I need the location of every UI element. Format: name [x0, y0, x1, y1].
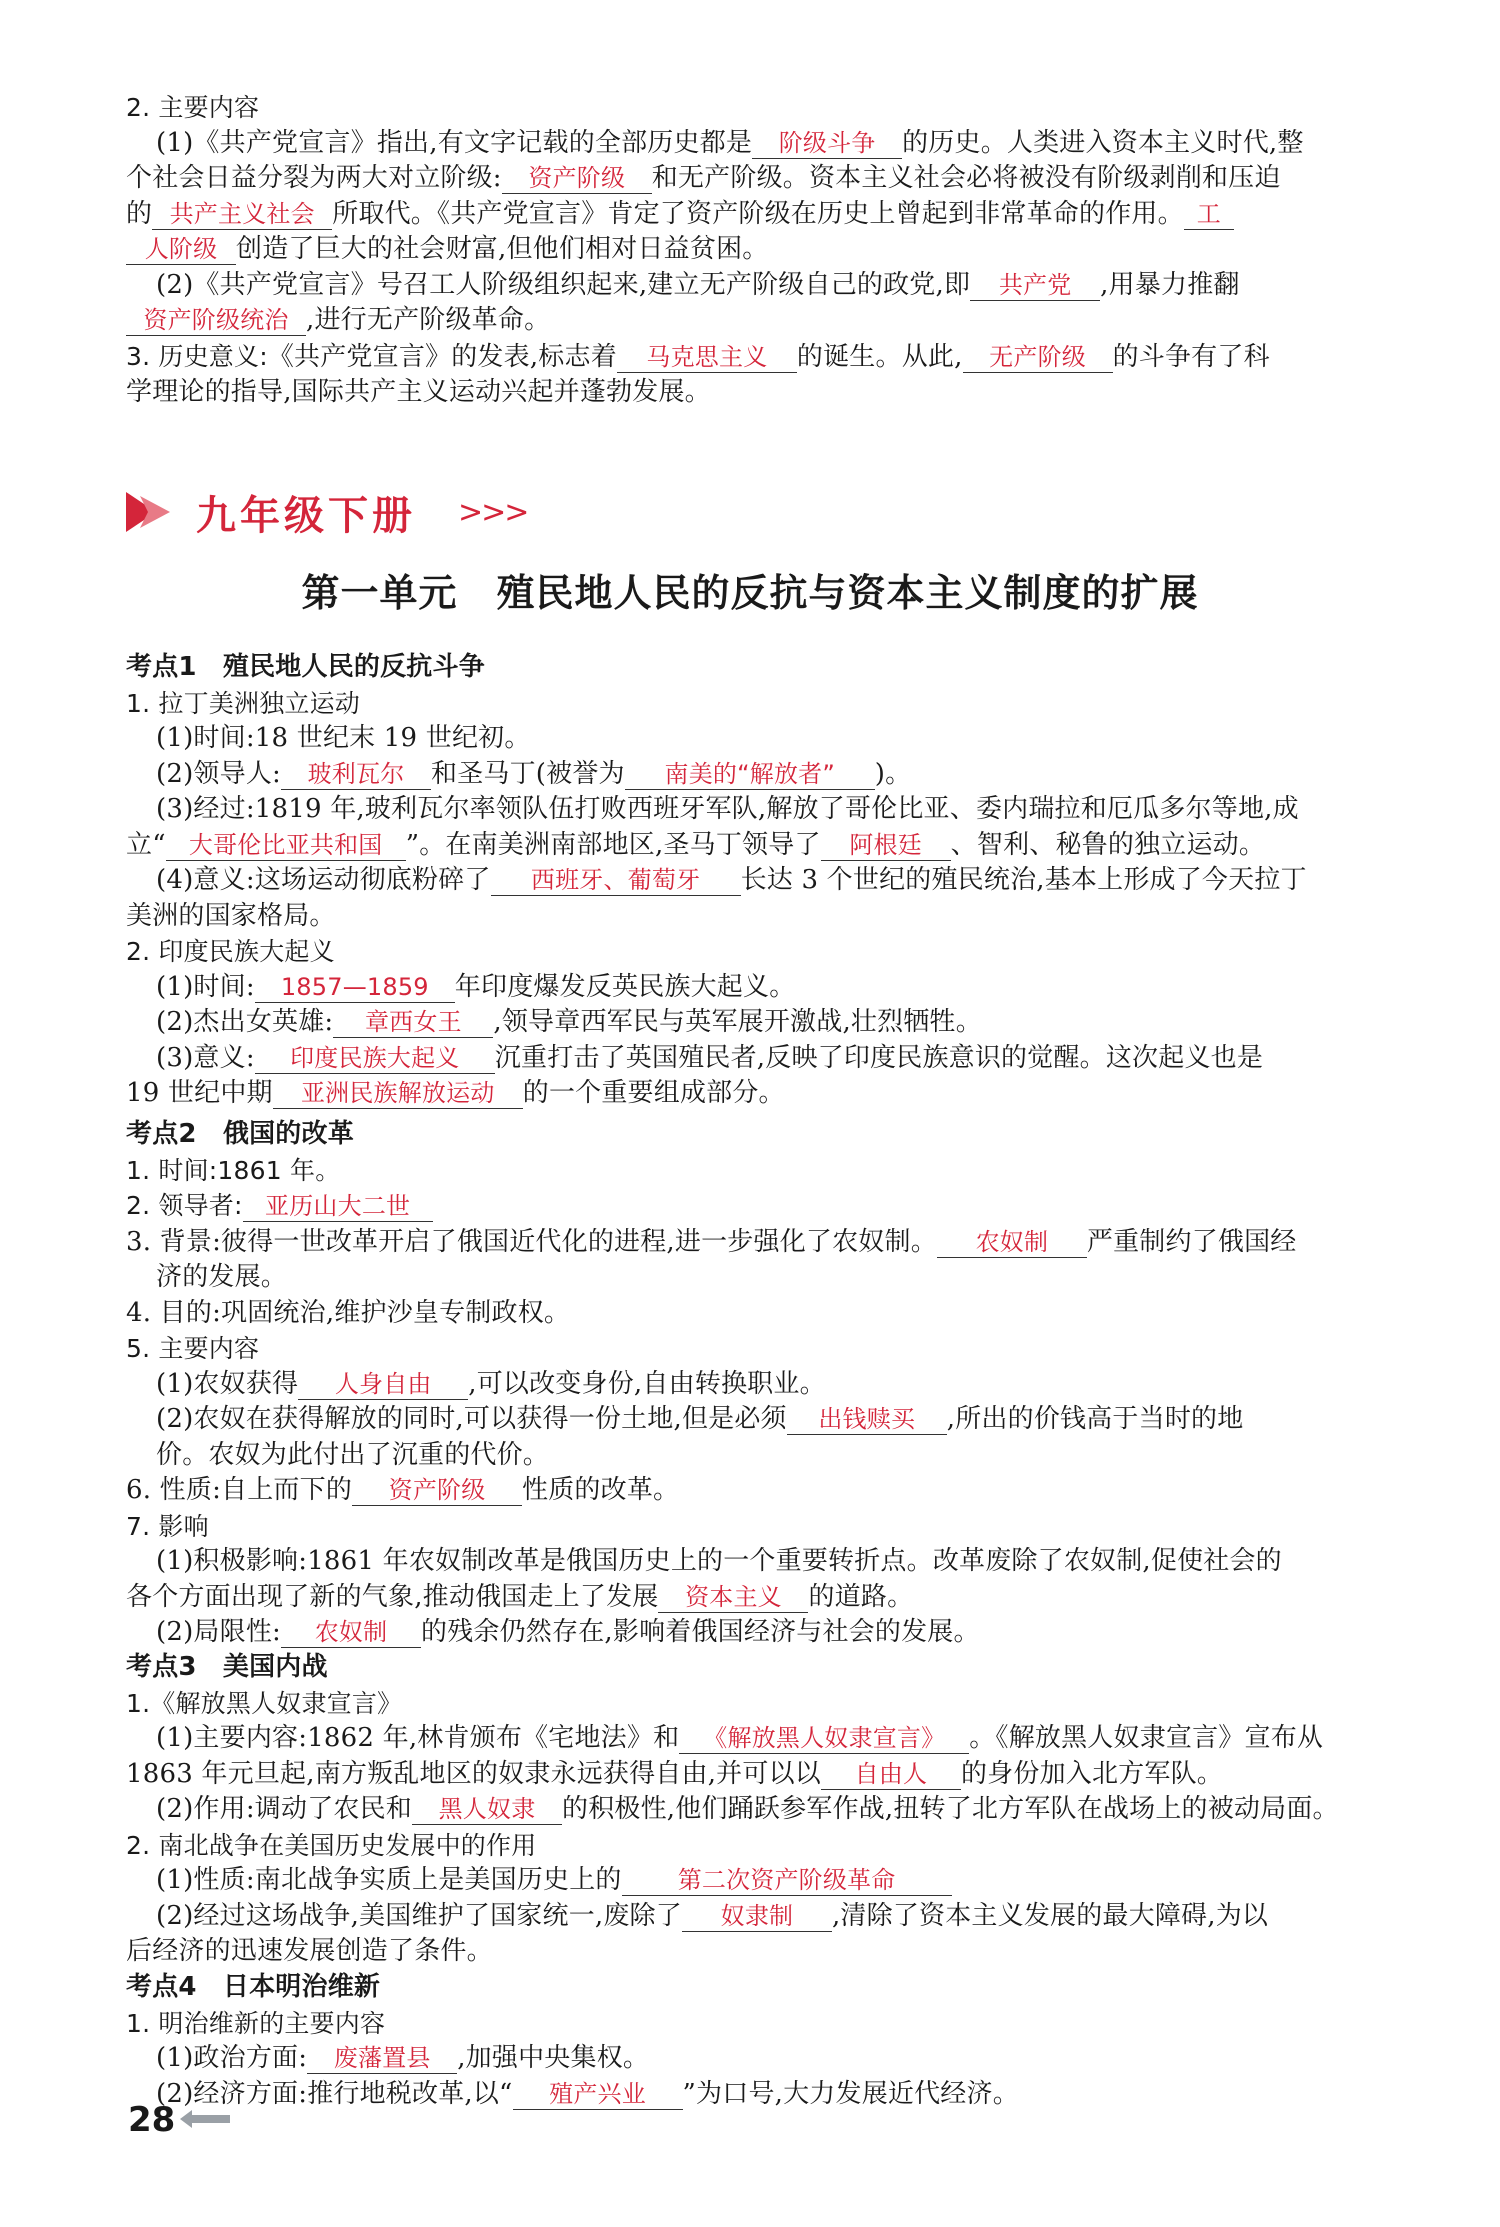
key-point-2: 考点2 俄国的改革 1. 时间:1861 年。 2. 领导者: 亚历山大二世 3. 背景:彼得一世改革开启了俄国近代化的进程,进一步强化了农奴制。 农奴制 严重制约了俄国经 济的发展。 4. 目的:巩固统治,维护沙皇专制政权。 5. 主要内容 (1)农奴获得 人身自由 ,可以改变身份,自由转换职业。 (2)农奴在获得解放的同时,可以获得一份土地,但是必须 出钱赎买 ,所出的价钱高于当时的地 价。农奴为此付出了沉重的代价。 6. 性质:自上而下的 资产阶级 性质的改革。 7. 影响 (1)积极影响:1861 年农奴制改革是俄国历史上的一个重要转折点。改革废除了农奴制,促使社会的 各个方面出现了新的气象,推动俄国走上了发展 资本主义 的道路。 (2)局限性: 农奴制 的残余仍然存在,影响着俄国经济与社会的发展。: [126, 1117, 1436, 1651]
answer-blank: 人阶级: [126, 234, 236, 265]
subheading: 1.《解放黑人奴隶宣言》: [126, 1688, 403, 1718]
key-point-title: 考点4 日本明治维新: [126, 1972, 381, 2002]
answer-blank: 阿根廷: [821, 830, 951, 861]
section-main-content: 2. 主要内容 (1)《共产党宣言》指出,有文字记载的全部历史都是 阶级斗争 的历史。人类进入资本主义时代,整 个社会日益分裂为两大对立阶级: 资产阶级 和无产阶级。资本主义社会必将被没有阶级剥削和压迫 的 共产主义社会 所取代。《共产党宣言》肯定了资产阶级在历史上曾起到非常革命的作用。 工 人阶级 创造了巨大的社会财富,但他们相对日益贫困。 (2)《共产党宣言》号召工人阶级组织起来,建立无产阶级自己的政党,即 共产党 ,用暴力推翻 资产阶级统治 ,进行无产阶级革命。 3. 历史意义:《共产党宣言》的发表,标志着 马克思主义 的诞生。从此, 无产阶级 的斗争有了科 学理论的指导,国际共产主义运动兴起并蓬勃发展。: [126, 90, 1436, 411]
key-point-1: 考点1 殖民地人民的反抗斗争 1. 拉丁美洲独立运动 (1)时间:18 世纪末 19 世纪初。 (2)领导人: 玻利瓦尔 和圣马丁(被誉为 南美的“解放者” )。 (3)经过:1819 年,玻利瓦尔率领队伍打败西班牙军队,解放了哥伦比亚、委内瑞拉和厄瓜多尔等地,成 立“ 大哥伦比亚共和国 ”。在南美洲南部地区,圣马丁领导了 阿根廷 、智利、秘鲁的独立运动。 (4)意义:这场运动彻底粉碎了 西班牙、葡萄牙 长达 3 个世纪的殖民统治,基本上形成了今天拉丁 美洲的国家格局。 2. 印度民族大起义 (1)时间: 1857—1859 年印度爆发反英民族大起义。 (2)杰出女英雄: 章西女王 ,领导章西军民与英军展开激战,壮烈牺牲。 (3)意义: 印度民族大起义 沉重打击了英国殖民者,反映了印度民族意识的觉醒。这次起义也是 19 世纪中期 亚洲民族解放运动 的一个重要组成部分。: [126, 650, 1436, 1112]
unit-title: 第一单元 殖民地人民的反抗与资本主义制度的扩展: [301, 571, 1199, 615]
answer-blank: 马克思主义: [617, 342, 797, 373]
heading-main-content: 2. 主要内容: [126, 93, 260, 122]
answer-blank: 工: [1184, 199, 1234, 230]
answer-blank: 无产阶级: [963, 342, 1113, 373]
subheading: 2. 南北战争在美国历史发展中的作用: [126, 1830, 537, 1860]
answer-blank: 殖产兴业: [513, 2079, 683, 2110]
red-arrow-icon: [126, 492, 170, 532]
answer-blank: 废藩置县: [307, 2043, 457, 2074]
chevrons-icon: >>>: [458, 494, 528, 530]
answer-blank: 农奴制: [281, 1617, 421, 1648]
answer-blank: 资产阶级: [502, 163, 652, 194]
answer-blank: 黑人奴隶: [412, 1794, 562, 1825]
answer-blank: 西班牙、葡萄牙: [491, 865, 741, 896]
answer-blank: 奴隶制: [682, 1901, 832, 1932]
grade-title: [126, 482, 527, 542]
answer-blank: 资产阶级: [352, 1475, 522, 1506]
answer-blank: 亚历山大二世: [243, 1191, 433, 1222]
answer-blank: 玻利瓦尔: [281, 759, 431, 790]
answer-blank: 章西女王: [333, 1007, 493, 1038]
answer-blank: 资产阶级统治: [126, 305, 306, 336]
page-arrow-icon: [180, 2110, 230, 2128]
subheading: 1. 拉丁美洲独立运动: [126, 688, 361, 718]
answer-blank: 农奴制: [937, 1227, 1087, 1258]
answer-blank: 印度民族大起义: [255, 1043, 495, 1074]
answer-blank: 1857—1859: [255, 972, 455, 1003]
subheading: 2. 印度民族大起义: [126, 937, 335, 966]
key-point-3: 考点3 美国内战 1.《解放黑人奴隶宣言》 (1)主要内容:1862 年,林肯颁布《宅地法》和 《解放黑人奴隶宣言》 。《解放黑人奴隶宣言》宣布从 1863 年元旦起,南方叛乱地区的奴隶永远获得自由,并可以以 自由人 的身份加入北方军队。 (2)作用:调动了农民和 黑人奴隶 的积极性,他们踊跃参军作战,扭转了北方军队在战场上的被动局面。 2. 南北战争在美国历史发展中的作用 (1)性质:南北战争实质上是美国历史上的 第二次资产阶级革命 (2)经过这场战争,美国维护了国家统一,废除了 奴隶制 ,清除了资本主义发展的最大障碍,为以 后经济的迅速发展创造了条件。: [126, 1650, 1436, 1970]
grade-title-text: 九年级下册: [196, 492, 416, 539]
answer-blank: 自由人: [821, 1759, 961, 1790]
answer-blank: 资本主义: [658, 1582, 808, 1613]
answer-blank: 南美的“解放者”: [625, 759, 875, 790]
answer-blank: 阶级斗争: [752, 128, 902, 159]
answer-blank: 亚洲民族解放运动: [273, 1078, 523, 1109]
answer-blank: 《解放黑人奴隶宣言》: [679, 1723, 969, 1754]
answer-blank: 第二次资产阶级革命: [622, 1865, 952, 1896]
key-point-title: 考点2 俄国的改革: [126, 1119, 354, 1149]
answer-blank: 共产主义社会: [152, 199, 332, 230]
key-point-title: 考点1 殖民地人民的反抗斗争: [126, 652, 485, 682]
subheading: 7. 影响: [126, 1511, 209, 1541]
answer-blank: 共产党: [970, 270, 1100, 301]
answer-blank: 出钱赎买: [787, 1404, 947, 1435]
key-point-title: 考点3 美国内战: [126, 1652, 328, 1682]
answer-blank: 大哥伦比亚共和国: [166, 830, 406, 861]
subheading: 1. 明治维新的主要内容: [126, 2008, 386, 2038]
page-number: 28: [128, 2100, 176, 2140]
answer-blank: 人身自由: [298, 1369, 468, 1400]
key-point-4: 考点4 日本明治维新 1. 明治维新的主要内容 (1)政治方面: 废藩置县 ,加强中央集权。 (2)经济方面:推行地税改革,以“ 殖产兴业 ”为口号,大力发展近代经济。: [126, 1970, 1436, 2112]
subheading: 5. 主要内容: [126, 1334, 260, 1363]
